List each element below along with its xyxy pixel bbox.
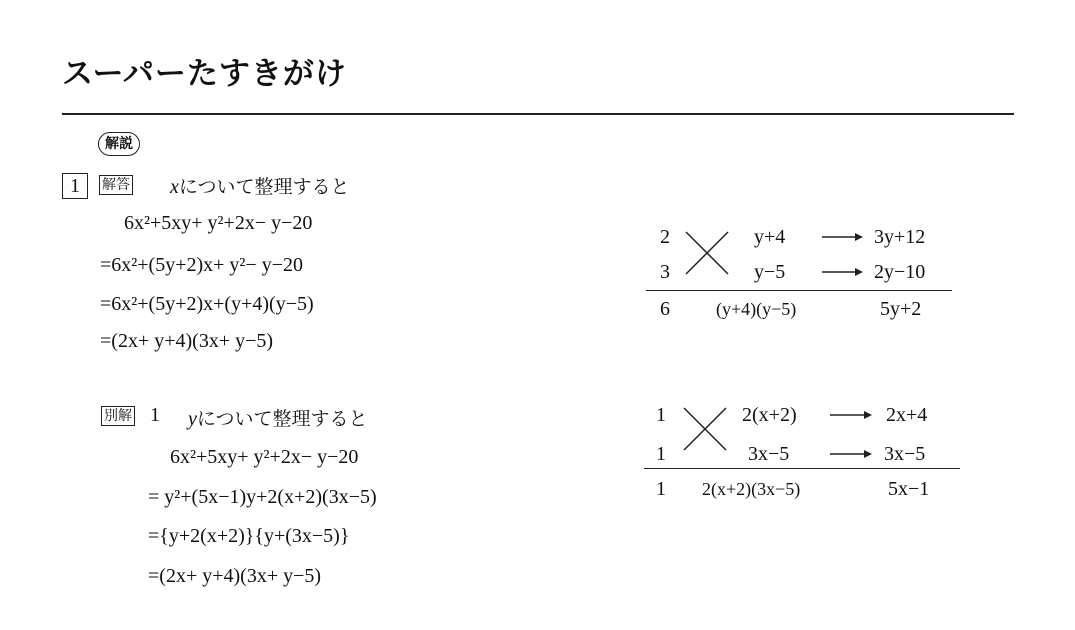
cross-method-diagram-1 xyxy=(650,222,970,327)
alt-line-3: ={y+2(x+2)}{y+(3x−5)} xyxy=(148,525,350,547)
d2-mid-2: 3x−5 xyxy=(748,443,790,465)
d1-right-2: 2y−10 xyxy=(874,261,926,283)
alt-line-4: =(2x+ y+4)(3x+ y−5) xyxy=(148,565,322,587)
d1-mid-1: y+4 xyxy=(754,226,786,248)
d1-left-total: 6 xyxy=(660,298,670,320)
d2-right-total: 5x−1 xyxy=(888,478,930,500)
d1-mid-2: y−5 xyxy=(754,261,786,283)
d1-left-1: 2 xyxy=(660,226,670,248)
d1-left-2: 3 xyxy=(660,261,670,283)
alt-line-1: 6x²+5xy+ y²+2x− y−20 xyxy=(170,446,359,468)
d1-right-total: 5y+2 xyxy=(880,298,922,320)
d1-mid-total: (y+4)(y−5) xyxy=(716,299,797,319)
d2-left-total: 1 xyxy=(656,478,666,500)
d2-right-1: 2x+4 xyxy=(886,404,928,426)
answer-intro-text: について整理すると xyxy=(178,176,350,198)
d2-left-2: 1 xyxy=(656,443,666,465)
answer-tag: 解答 xyxy=(99,175,133,195)
d2-mid-total: 2(x+2)(3x−5) xyxy=(702,479,801,499)
alt-line-2: = y²+(5x−1)y+2(x+2)(3x−5) xyxy=(148,486,377,508)
alt-intro-var: y xyxy=(188,408,197,430)
explanation-badge: 解説 xyxy=(98,132,140,156)
answer-line-2: =6x²+(5y+2)x+ y²− y−20 xyxy=(100,254,303,276)
page-title: スーパーたすきがけ xyxy=(62,56,347,92)
d2-left-1: 1 xyxy=(656,404,666,426)
title-divider xyxy=(62,113,1014,115)
alt-intro xyxy=(188,404,368,431)
alt-number: 1 xyxy=(150,404,160,426)
cross-method-diagram-2 xyxy=(650,400,970,510)
alt-tag: 別解 xyxy=(101,406,135,426)
d1-sum-line xyxy=(646,290,952,291)
problem-number: 1 xyxy=(62,173,88,199)
d2-mid-1: 2(x+2) xyxy=(742,404,797,426)
answer-line-3: =6x²+(5y+2)x+(y+4)(y−5) xyxy=(100,293,314,315)
answer-line-1: 6x²+5xy+ y²+2x− y−20 xyxy=(124,212,313,234)
d1-right-1: 3y+12 xyxy=(874,226,926,248)
d2-right-2: 3x−5 xyxy=(884,443,926,465)
answer-line-4: =(2x+ y+4)(3x+ y−5) xyxy=(100,330,274,352)
d2-sum-line xyxy=(644,468,960,469)
answer-intro xyxy=(170,172,350,199)
alt-intro-text: について整理すると xyxy=(196,408,368,430)
answer-intro-var: x xyxy=(170,176,179,198)
